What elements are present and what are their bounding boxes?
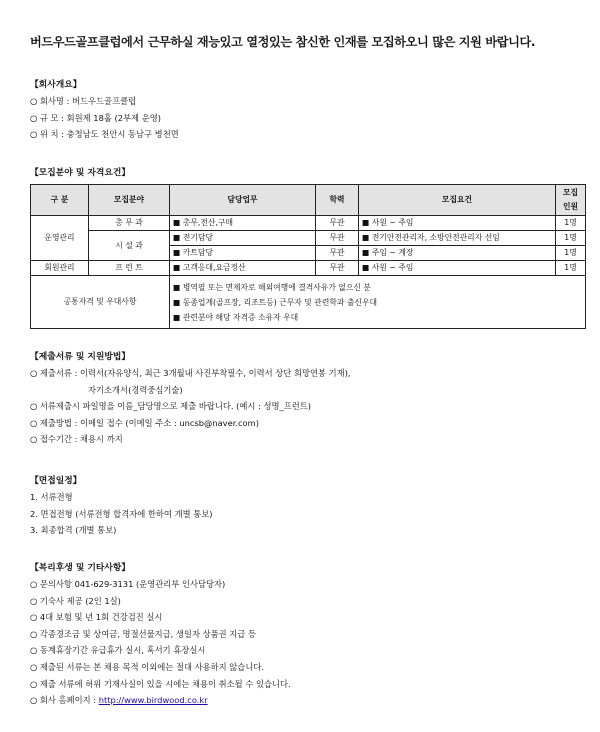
common-item: ■ 동종업계(골프장, 리조트등) 근무자 및 관련학과 출신우대 (173, 297, 378, 307)
header-education: 학력 (316, 185, 359, 216)
table-row (31, 231, 586, 246)
table-row (31, 216, 586, 231)
common-item: ■ 관련분야 해당 자격증 소유자 우대 (173, 312, 299, 322)
welfare-title: 【복리후생 및 기타사항】 (30, 563, 131, 573)
homepage-label: ○ 회사 홈페이지 : (30, 695, 99, 706)
welfare-item: ○ 제출 서류에 허위 기재사실이 있을 시에는 채용이 취소될 수 있습니다. (30, 678, 291, 689)
submit-section (30, 350, 580, 448)
submit-filename: ○ 서류제출시 파일명을 이름_담당명으로 제출 바랍니다. (예시 : 성명_프런트) (30, 401, 311, 412)
welfare-item: ○ 기숙사 제공 (2인 1실) (30, 595, 121, 606)
header-count: 모집 인원 (556, 185, 586, 216)
welfare-item: ○ 각종경조금 및 상여금, 명절선물지급, 생일자 상품권 지급 등 (30, 628, 256, 639)
submit-period: ○ 접수기간 : 채용시 까지 (30, 434, 123, 445)
header-requirements: 모집요건 (359, 185, 556, 216)
cell-field: 시 설 과 (89, 231, 170, 261)
cell-common-label: 공통자격 및 우대사항 (31, 276, 170, 329)
welfare-item: ○ 제출된 서류는 본 채용 목적 이외에는 절대 사용하지 않습니다. (30, 661, 264, 672)
recruit-title: 【모집분야 및 자격요건】 (30, 168, 131, 178)
cell-requirement: ■ 전기안전관리자, 소방안전관리자 선임 (359, 231, 556, 246)
cell-common-items (170, 276, 586, 329)
interview-title: 【면접일정】 (30, 476, 82, 486)
cell-requirement: ■ 주임 ~ 계장 (359, 246, 556, 261)
cell-education: 무관 (316, 216, 359, 231)
submit-documents-cont: 자기소개서(경력중심기술) (88, 384, 183, 395)
company-section (30, 78, 580, 143)
recruit-section (30, 166, 580, 181)
interview-step: 1. 서류전형 (30, 492, 73, 502)
table-row (31, 261, 586, 276)
welfare-section (30, 561, 580, 709)
company-scale: ○ 규 모 : 회원제 18홀 (2부제 운영) (30, 112, 161, 123)
page-headline: 버드우드골프클럽에서 근무하실 재능있고 열정있는 참신한 인재를 모집하오니 많은 지원 바랍니다. (30, 35, 536, 49)
welfare-item: ○ 동계휴장기간 유급휴가 실시, 혹서기 휴장실시 (30, 645, 206, 656)
header-duty: 담당업무 (170, 185, 316, 216)
homepage-link[interactable]: http://www.birdwood.co.kr (98, 695, 208, 706)
cell-field: 총 무 과 (89, 216, 170, 231)
cell-duty: ■ 카트담당 (170, 246, 316, 261)
header-field: 모집분야 (89, 185, 170, 216)
cell-requirement: ■ 사원 ~ 주임 (359, 216, 556, 231)
cell-count: 1명 (556, 261, 586, 276)
submit-method: ○ 제출방법 : 이메일 접수 (이메일 주소 : uncsb@naver.com) (30, 417, 259, 428)
interview-step: 3. 최종합격 (개별 통보) (30, 525, 117, 536)
interview-section (30, 474, 580, 539)
cell-duty: ■ 고객응대,요금정산 (170, 261, 316, 276)
cell-count: 1명 (556, 216, 586, 231)
company-name: ○ 회사명 : 버드우드골프클럽 (30, 96, 137, 106)
cell-count: 1명 (556, 246, 586, 261)
cell-education: 무관 (316, 261, 359, 276)
cell-duty: ■ 전기담당 (170, 231, 316, 246)
company-location: ○ 위 치 : 충청남도 천안시 동남구 병천면 (30, 129, 179, 140)
cell-count: 1명 (556, 231, 586, 246)
cell-dept: 운영관리 (31, 216, 89, 261)
interview-step: 2. 면접전형 (서류전형 합격자에 한하여 개별 통보) (30, 508, 213, 519)
table-header-row (31, 185, 586, 216)
cell-duty: ■ 총무,전산,구매 (170, 216, 316, 231)
submit-title: 【제출서류 및 지원방법】 (30, 352, 131, 362)
company-title: 【회사개요】 (30, 80, 82, 90)
cell-dept: 회원관리 (31, 261, 89, 276)
cell-education: 무관 (316, 246, 359, 261)
homepage-line (30, 692, 580, 709)
table-row-common (31, 276, 586, 329)
header-category: 구 분 (31, 185, 89, 216)
welfare-item: ○ 4대 보험 및 년 1회 건강검진 실시 (30, 612, 163, 623)
cell-field: 프 런 트 (89, 261, 170, 276)
recruit-table (30, 184, 586, 329)
common-item: ■ 병역필 또는 면제자로 해외여행에 결격사유가 없으신 분 (173, 282, 371, 292)
cell-education: 무관 (316, 231, 359, 246)
submit-documents: ○ 제출서류 : 이력서(자유양식, 최근 3개월내 사진부착필수, 이력서 상단 희망연봉 기재), (30, 368, 351, 378)
welfare-item: ○ 문의사항 041-629-3131 (운영관리부 인사담당자) (30, 579, 226, 589)
cell-requirement: ■ 사원 ~ 주임 (359, 261, 556, 276)
